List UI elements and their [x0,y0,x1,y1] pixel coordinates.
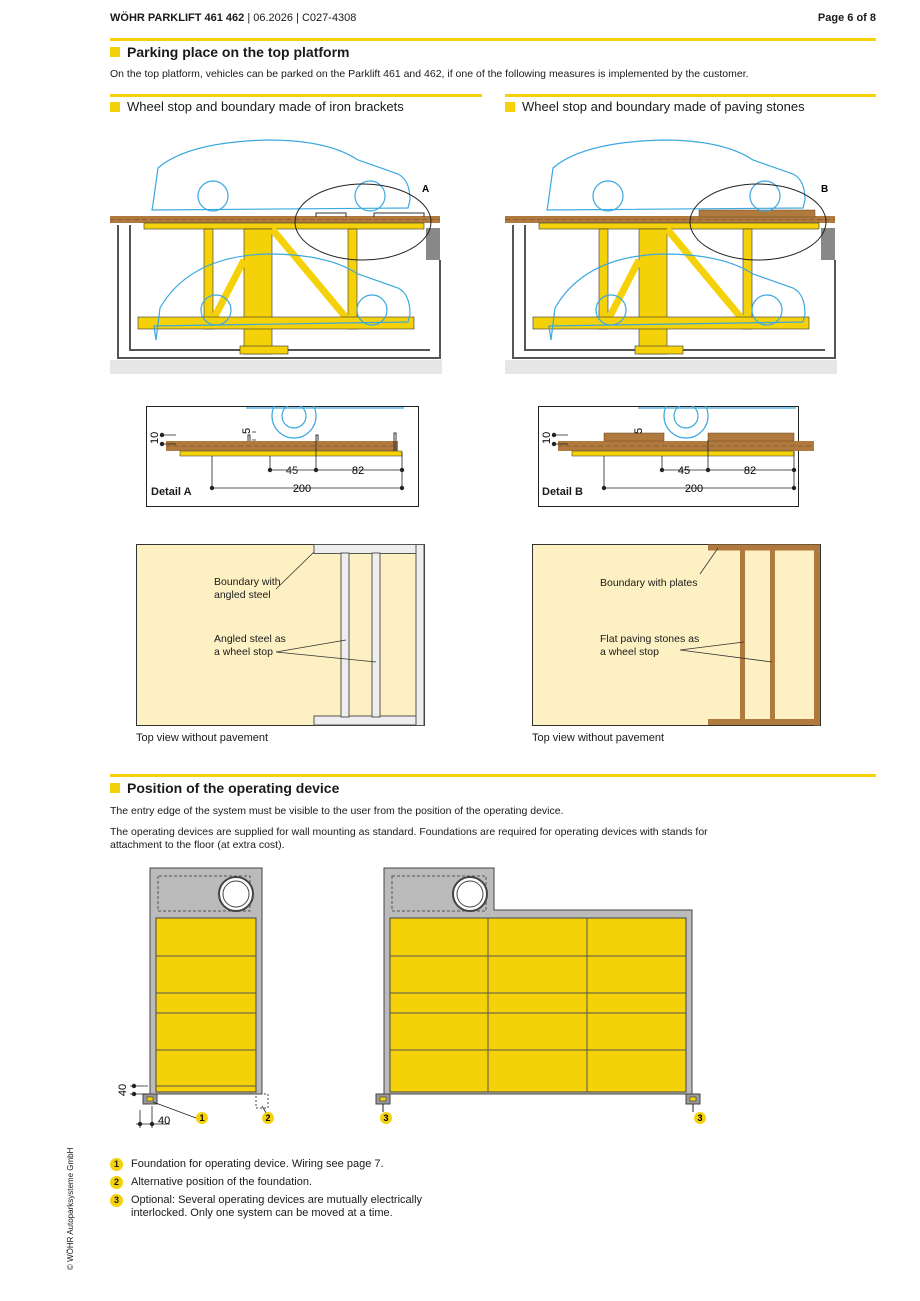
section2-paragraph-1: The entry edge of the system must be visible to the user from the position of the operating device. [110,805,564,817]
detail-b-label: Detail B [542,486,583,498]
legend-item-3 [110,1194,431,1220]
dim-200: 200 [684,483,704,495]
label-boundary-angled-steel: Boundary with angled steel [214,576,281,601]
bullet-square-icon [110,47,120,57]
parklift-elevation-b [503,130,839,378]
label-boundary-plates: Boundary with plates [600,577,698,589]
legend-text: Foundation for operating device. Wiring see page 7. [131,1158,384,1170]
svg-text:1: 1 [199,1113,205,1123]
dim-82: 82 [743,465,757,477]
legend-text: Alternative position of the foundation. [131,1176,313,1188]
legend-number-badge: 2 [110,1176,123,1189]
label-paving-stones-wheel-stop: Flat paving stones as a wheel stop [600,633,700,658]
dim-45: 45 [677,465,691,477]
legend-number-badge: 1 [110,1158,123,1171]
caption-top-view-b: Top view without pavement [532,732,665,744]
dim-200: 200 [292,483,312,495]
section2-paragraph-2: The operating devices are supplied for wall mounting as standard. Foundations are required for operating devices with stands for attachment to the floor (at extra cost). [110,826,708,851]
dim-45: 45 [285,465,299,477]
section2-rule [110,774,876,777]
doc-meta: | 06.2026 | C027-4308 [244,12,357,24]
bullet-square-icon [110,783,120,793]
section-title-text: Parking place on the top platform [127,44,350,60]
detail-a-label: Detail A [151,486,192,498]
right-subsection-rule [505,94,876,97]
left-subtitle-text: Wheel stop and boundary made of iron brackets [127,99,404,114]
label-angled-steel-wheel-stop: Angled steel as a wheel stop [214,633,286,658]
operating-device-plan-multiple [370,866,710,1136]
left-subtitle [110,99,404,114]
dim-40-vertical: 40 [117,1083,129,1097]
operating-device-plan-single [110,866,300,1136]
bullet-square-icon [505,102,515,112]
dim-height-5: 5 [633,427,645,434]
section-title [110,44,349,60]
section2-title-text: Position of the operating device [127,780,340,796]
legend-item-1 [110,1158,384,1171]
section2-title [110,780,339,796]
header-rule [110,38,876,41]
page-number: Page 6 of 8 [817,12,876,24]
svg-text:3: 3 [697,1113,703,1123]
product-name: WÖHR PARKLIFT 461 462 [110,12,245,24]
legend-item-2 [110,1176,312,1189]
legend-number-badge: 3 [110,1194,123,1207]
caption-top-view-a: Top view without pavement [136,732,269,744]
svg-text:2: 2 [265,1113,271,1123]
copyright-note: © WÖHR Autoparksysteme GmbH [66,1147,75,1270]
intro-text: On the top platform, vehicles can be parked on the Parklift 461 and 462, if one of the following measures is implemented by the customer. [110,68,749,80]
svg-text:3: 3 [383,1113,389,1123]
dim-height-10: 10 [149,431,161,444]
legend-text: Optional: Several operating devices are mutually electrically interlocked. Only one system can be moved at a time. [131,1194,423,1219]
right-subtitle [505,99,805,114]
marker-a: A [422,184,430,195]
dim-40-horizontal: 40 [158,1115,171,1127]
dim-82: 82 [351,465,365,477]
bullet-square-icon [110,102,120,112]
left-subsection-rule [110,94,482,97]
page-header [110,12,876,24]
dim-height-5: 5 [241,427,253,434]
right-subtitle-text: Wheel stop and boundary made of paving stones [522,99,805,114]
parklift-elevation-a [108,130,444,378]
dim-height-10: 10 [541,431,553,444]
marker-b: B [821,184,829,195]
header-left [110,12,356,24]
